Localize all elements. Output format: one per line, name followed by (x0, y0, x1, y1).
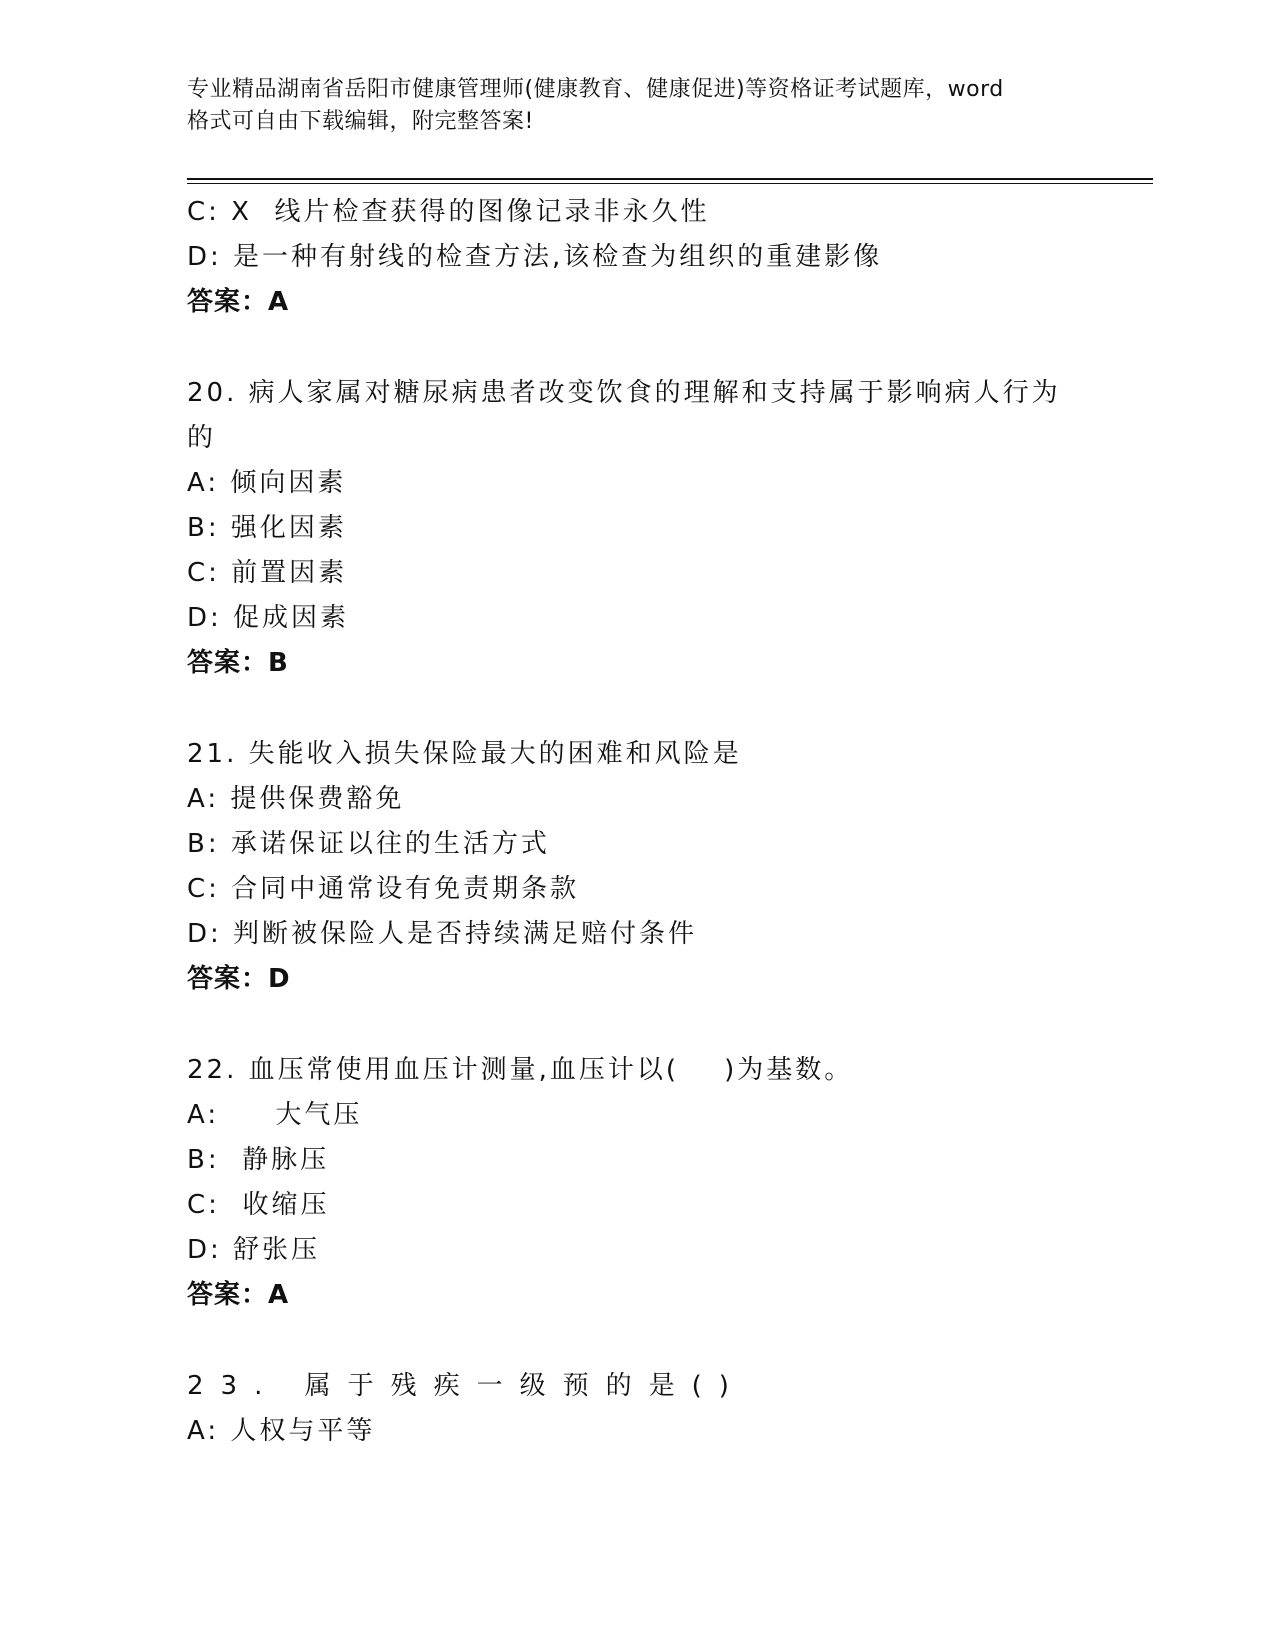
answer-line: 答案：B (187, 648, 289, 678)
option-a: A: 人权与平等 (187, 1416, 376, 1446)
question-stem: 21. 失能收入损失保险最大的困难和风险是 (187, 739, 742, 769)
question-23 (187, 1364, 1107, 1454)
header-rule-thick (187, 178, 1153, 180)
question-list (187, 190, 1107, 1454)
option-b: B: 承诺保证以往的生活方式 (187, 829, 550, 859)
question-21 (187, 732, 1107, 1002)
question-22 (187, 1048, 1107, 1318)
question-19-tail (187, 190, 1107, 325)
page-header (187, 74, 1107, 138)
option-d: D: 促成因素 (187, 603, 350, 633)
option-c: C: X 线片检查获得的图像记录非永久性 (187, 197, 710, 227)
option-d: D: 舒张压 (187, 1235, 321, 1265)
header-line-2: 格式可自由下载编辑，附完整答案! (187, 109, 534, 134)
option-d: D: 是一种有射线的检查方法,该检查为组织的重建影像 (187, 242, 883, 272)
answer-line: 答案：A (187, 1280, 290, 1310)
header-rule-thin (187, 183, 1153, 184)
option-a: A: 倾向因素 (187, 468, 347, 498)
question-20 (187, 371, 1107, 686)
answer-line: 答案：A (187, 287, 290, 317)
option-c: C: 前置因素 (187, 558, 348, 588)
option-b: B: 静脉压 (187, 1145, 330, 1175)
question-stem: 20. 病人家属对糖尿病患者改变饮食的理解和支持属于影响病人行为 (187, 378, 1061, 408)
option-c: C: 收缩压 (187, 1190, 330, 1220)
option-d: D: 判断被保险人是否持续满足赔付条件 (187, 919, 698, 949)
option-c: C: 合同中通常设有免责期条款 (187, 874, 580, 904)
question-stem-continued: 的 (187, 423, 217, 453)
question-stem: 23. 属于残疾一级预的是() (187, 1371, 746, 1401)
option-a: A: 提供保费豁免 (187, 784, 405, 814)
option-b: B: 强化因素 (187, 513, 347, 543)
question-stem: 22. 血压常使用血压计测量,血压计以( )为基数。 (187, 1055, 854, 1085)
option-a: A: 大气压 (187, 1100, 363, 1130)
header-line-1: 专业精品湖南省岳阳市健康管理师(健康教育、健康促进)等资格证考试题库，word (187, 77, 1004, 102)
answer-line: 答案：D (187, 964, 291, 994)
